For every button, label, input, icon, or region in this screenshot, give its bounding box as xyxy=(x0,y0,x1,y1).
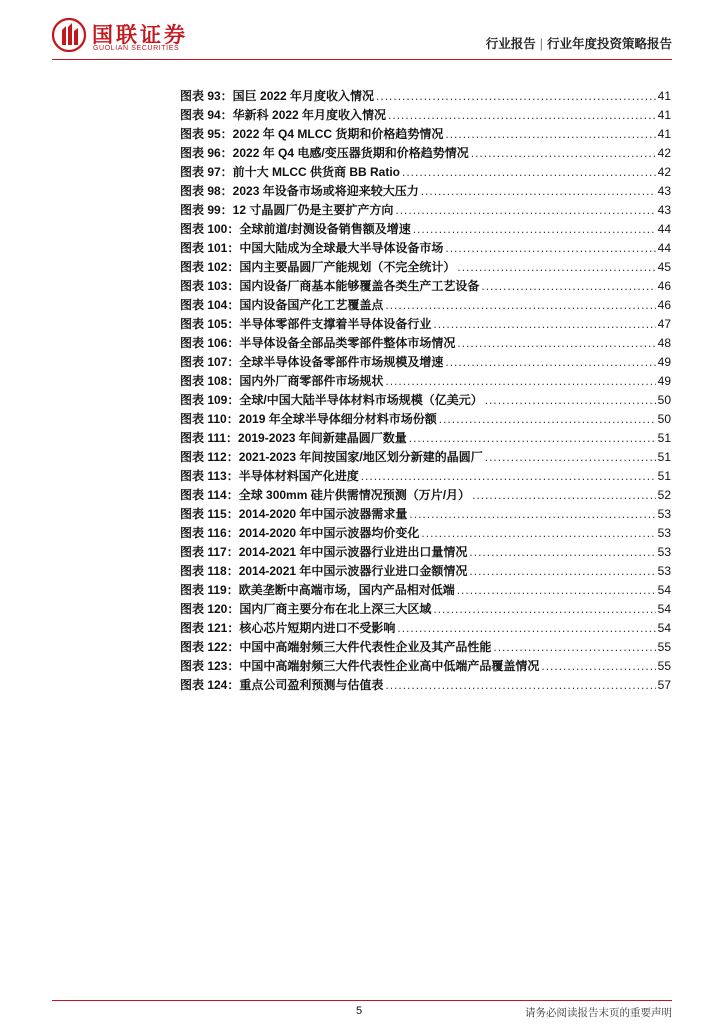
toc-leader-dots xyxy=(413,220,656,239)
table-of-figures xyxy=(180,87,671,695)
logo-text-cn: 国联证券 xyxy=(92,24,188,47)
toc-leader-dots xyxy=(445,125,655,144)
toc-entry-label: 图表 111：2019-2023 年间新建晶圆厂数量 xyxy=(180,431,407,445)
toc-entry[interactable] xyxy=(180,239,671,258)
page-header xyxy=(0,0,724,62)
toc-entry[interactable] xyxy=(180,144,671,163)
toc-entry[interactable] xyxy=(180,182,671,201)
header-separator: | xyxy=(539,37,543,51)
toc-entry-page: 45 xyxy=(657,260,671,274)
toc-entry-label: 图表 118：2014-2021 年中国示波器行业进口金额情况 xyxy=(180,564,468,578)
toc-entry-page: 53 xyxy=(657,564,671,578)
toc-leader-dots xyxy=(541,657,655,676)
toc-entry-page: 55 xyxy=(657,640,671,654)
toc-entry[interactable] xyxy=(180,619,671,638)
toc-entry-label: 图表 121：核心芯片短期内进口不受影响 xyxy=(180,621,396,635)
toc-entry-page: 53 xyxy=(657,507,671,521)
toc-entry-label: 图表 116：2014-2020 年中国示波器均价变化 xyxy=(180,526,420,540)
toc-leader-dots xyxy=(469,562,655,581)
toc-entry-label: 图表 105：半导体零部件支撑着半导体设备行业 xyxy=(180,317,432,331)
toc-entry[interactable] xyxy=(180,391,671,410)
footer-disclaimer: 请务必阅读报告末页的重要声明 xyxy=(525,1007,672,1019)
toc-entry-label: 图表 102：国内主要晶圆厂产能规划（不完全统计） xyxy=(180,260,456,274)
toc-leader-dots xyxy=(361,467,656,486)
toc-entry[interactable] xyxy=(180,524,671,543)
toc-leader-dots xyxy=(421,524,655,543)
header-divider xyxy=(52,59,672,60)
toc-entry-label: 图表 93：国巨 2022 年月度收入情况 xyxy=(180,89,375,103)
toc-leader-dots xyxy=(485,448,656,467)
toc-leader-dots xyxy=(421,182,656,201)
toc-entry[interactable] xyxy=(180,600,671,619)
toc-entry-page: 41 xyxy=(657,108,671,122)
toc-entry[interactable] xyxy=(180,353,671,372)
toc-entry-page: 48 xyxy=(657,336,671,350)
toc-entry-label: 图表 94：华新科 2022 年月度收入情况 xyxy=(180,108,387,122)
toc-entry[interactable] xyxy=(180,258,671,277)
toc-entry-label: 图表 117：2014-2021 年中国示波器行业进出口量情况 xyxy=(180,545,468,559)
toc-leader-dots xyxy=(481,277,655,296)
toc-entry-label: 图表 108：国内外厂商零部件市场规状 xyxy=(180,374,384,388)
toc-entry-page: 47 xyxy=(657,317,671,331)
toc-entry-page: 51 xyxy=(657,450,671,464)
toc-entry-page: 53 xyxy=(657,545,671,559)
toc-entry-page: 50 xyxy=(657,393,671,407)
page-number: 5 xyxy=(356,1005,363,1017)
toc-leader-dots xyxy=(485,391,656,410)
toc-entry-page: 51 xyxy=(657,431,671,445)
toc-entry-page: 41 xyxy=(657,127,671,141)
toc-entry-label: 图表 97：前十大 MLCC 供货商 BB Ratio xyxy=(180,165,401,179)
toc-entry[interactable] xyxy=(180,277,671,296)
toc-leader-dots xyxy=(457,334,655,353)
company-logo xyxy=(52,18,192,54)
footer-divider xyxy=(52,1000,672,1001)
toc-leader-dots xyxy=(493,638,655,657)
toc-leader-dots xyxy=(376,87,656,106)
toc-entry[interactable] xyxy=(180,163,671,182)
toc-entry[interactable] xyxy=(180,657,671,676)
toc-entry-page: 54 xyxy=(657,602,671,616)
toc-entry-page: 43 xyxy=(657,203,671,217)
toc-entry-label: 图表 107：全球半导体设备零部件市场规模及增速 xyxy=(180,355,444,369)
toc-leader-dots xyxy=(385,296,655,315)
toc-entry[interactable] xyxy=(180,87,671,106)
toc-entry-page: 41 xyxy=(657,89,671,103)
toc-entry[interactable] xyxy=(180,296,671,315)
toc-entry-label: 图表 96：2022 年 Q4 电感/变压器货期和价格趋势情况 xyxy=(180,146,469,160)
toc-leader-dots xyxy=(409,505,655,524)
toc-entry-label: 图表 113：半导体材料国产化进度 xyxy=(180,469,359,483)
logo-text-en: GUOLIAN SECURITIES xyxy=(93,45,180,52)
toc-entry-page: 42 xyxy=(657,146,671,160)
toc-leader-dots xyxy=(469,543,655,562)
report-category xyxy=(486,34,672,52)
toc-entry-page: 55 xyxy=(657,659,671,673)
toc-entry[interactable] xyxy=(180,676,671,695)
toc-entry-page: 53 xyxy=(657,526,671,540)
toc-leader-dots xyxy=(395,201,655,220)
toc-entry-label: 图表 110：2019 年全球半导体细分材料市场份额 xyxy=(180,412,437,426)
toc-entry[interactable] xyxy=(180,429,671,448)
toc-entry[interactable] xyxy=(180,220,671,239)
toc-leader-dots xyxy=(471,144,656,163)
toc-entry-page: 57 xyxy=(657,678,671,692)
toc-entry[interactable] xyxy=(180,638,671,657)
toc-entry-label: 图表 106：半导体设备全部品类零部件整体市场情况 xyxy=(180,336,456,350)
toc-entry-page: 54 xyxy=(657,583,671,597)
toc-entry-page: 42 xyxy=(657,165,671,179)
toc-leader-dots xyxy=(409,429,656,448)
toc-leader-dots xyxy=(472,486,656,505)
logo-mark-icon xyxy=(52,18,86,52)
toc-entry[interactable] xyxy=(180,201,671,220)
toc-entry-label: 图表 115：2014-2020 年中国示波器需求量 xyxy=(180,507,408,521)
toc-leader-dots xyxy=(433,315,655,334)
toc-entry[interactable] xyxy=(180,106,671,125)
toc-leader-dots xyxy=(388,106,656,125)
toc-entry-label: 图表 120：国内厂商主要分布在北上深三大区域 xyxy=(180,602,432,616)
toc-leader-dots xyxy=(397,619,655,638)
toc-entry[interactable] xyxy=(180,448,671,467)
toc-entry-label: 图表 100：全球前道/封测设备销售额及增速 xyxy=(180,222,411,236)
toc-entry-label: 图表 99：12 寸晶圆厂仍是主要扩产方向 xyxy=(180,203,394,217)
toc-entry-page: 54 xyxy=(657,621,671,635)
toc-entry-label: 图表 109：全球/中国大陆半导体材料市场规模（亿美元） xyxy=(180,393,483,407)
toc-entry-page: 46 xyxy=(657,298,671,312)
toc-entry-page: 43 xyxy=(657,184,671,198)
toc-leader-dots xyxy=(445,353,655,372)
toc-entry-label: 图表 98：2023 年设备市场或将迎来较大压力 xyxy=(180,184,419,198)
toc-leader-dots xyxy=(445,239,655,258)
toc-entry-page: 51 xyxy=(657,469,671,483)
toc-entry-page: 49 xyxy=(657,355,671,369)
toc-entry[interactable] xyxy=(180,410,671,429)
report-type: 行业报告 xyxy=(485,37,536,51)
toc-entry-label: 图表 123：中国中高端射频三大件代表性企业高中低端产品覆盖情况 xyxy=(180,659,540,673)
toc-entry[interactable] xyxy=(180,125,671,144)
toc-entry[interactable] xyxy=(180,505,671,524)
toc-leader-dots xyxy=(385,372,655,391)
toc-leader-dots xyxy=(402,163,656,182)
toc-leader-dots xyxy=(385,676,655,695)
toc-entry-label: 图表 114：全球 300mm 硅片供需情况预测（万片/月） xyxy=(180,488,471,502)
toc-entry-label: 图表 122：中国中高端射频三大件代表性企业及其产品性能 xyxy=(180,640,492,654)
toc-entry-page: 52 xyxy=(657,488,671,502)
toc-entry-page: 46 xyxy=(657,279,671,293)
toc-entry-label: 图表 95：2022 年 Q4 MLCC 货期和价格趋势情况 xyxy=(180,127,444,141)
toc-entry-label: 图表 124：重点公司盈利预测与估值表 xyxy=(180,678,384,692)
toc-entry[interactable] xyxy=(180,334,671,353)
toc-entry[interactable] xyxy=(180,486,671,505)
toc-entry[interactable] xyxy=(180,581,671,600)
toc-entry-page: 44 xyxy=(657,222,671,236)
toc-entry[interactable] xyxy=(180,543,671,562)
toc-leader-dots xyxy=(457,581,656,600)
toc-entry[interactable] xyxy=(180,315,671,334)
toc-leader-dots xyxy=(439,410,656,429)
toc-entry-page: 44 xyxy=(657,241,671,255)
toc-entry-label: 图表 104：国内设备国产化工艺覆盖点 xyxy=(180,298,384,312)
toc-entry[interactable] xyxy=(180,562,671,581)
toc-entry[interactable] xyxy=(180,467,671,486)
toc-entry-page: 50 xyxy=(657,412,671,426)
report-subtype: 行业年度投资策略报告 xyxy=(546,37,672,51)
toc-entry-label: 图表 119：欧美垄断中高端市场，国内产品相对低端 xyxy=(180,583,455,597)
toc-entry-page: 49 xyxy=(657,374,671,388)
toc-leader-dots xyxy=(457,258,655,277)
toc-entry[interactable] xyxy=(180,372,671,391)
toc-leader-dots xyxy=(433,600,655,619)
toc-entry-label: 图表 103：国内设备厂商基本能够覆盖各类生产工艺设备 xyxy=(180,279,480,293)
toc-entry-label: 图表 101：中国大陆成为全球最大半导体设备市场 xyxy=(180,241,444,255)
toc-entry-label: 图表 112：2021-2023 年间按国家/地区划分新建的晶圆厂 xyxy=(180,450,483,464)
